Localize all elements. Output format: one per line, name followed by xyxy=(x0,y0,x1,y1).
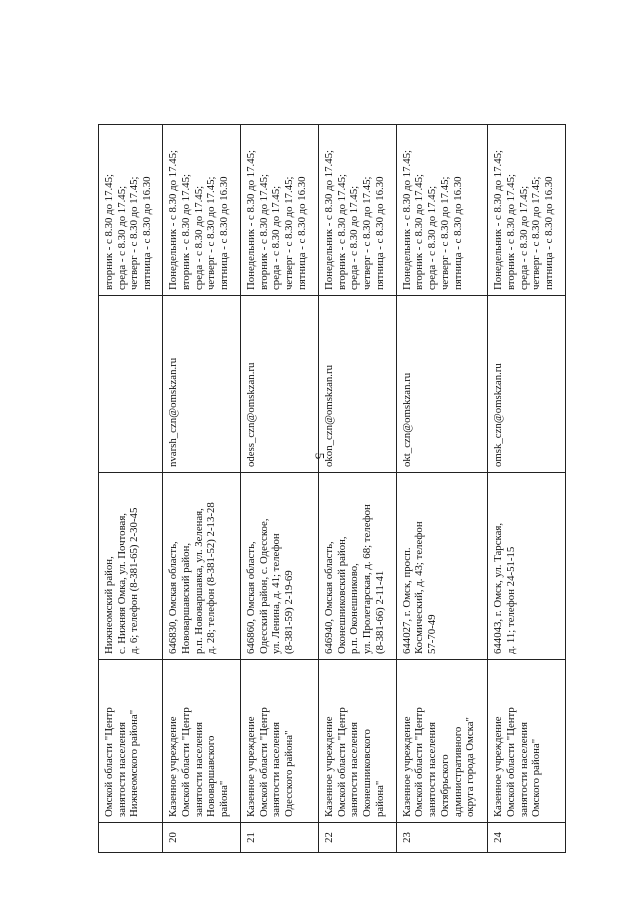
rotated-table-sheet xyxy=(98,125,566,853)
working-hours-cell xyxy=(163,125,241,296)
row-number: 23 xyxy=(396,823,487,853)
institution-name-line: занятости населения xyxy=(270,721,283,817)
institution-name-line: Казенное учреждение xyxy=(245,716,258,817)
address-cell-line: 646830, Омская область, xyxy=(167,541,180,654)
working-hours-cell-line: пятница - с 8.30 до 16.30 xyxy=(218,176,231,290)
address-cell xyxy=(318,473,396,660)
institution-name-line: Омской области "Центр xyxy=(257,707,270,817)
working-hours-cell-line: пятница - с 8.30 до 16.30 xyxy=(373,176,386,290)
table-row xyxy=(241,125,319,853)
institution-name-line: Казенное учреждение xyxy=(167,716,180,817)
page-number: 5 xyxy=(312,452,328,460)
institution-name-line: административного xyxy=(451,726,464,817)
working-hours-cell-line: Понедельник - с 8.30 до 17.45; xyxy=(245,150,258,290)
working-hours-cell-line: среда - с 8.30 до 17.45; xyxy=(115,185,128,290)
working-hours-cell-line: Понедельник - с 8.30 до 17.45; xyxy=(400,150,413,290)
institution-name-line: Омского района" xyxy=(530,738,543,817)
address-cell-line: с. Нижняя Омка, ул. Почтовая, xyxy=(115,513,128,654)
address-cell-line: (8-381-66) 2-11-41 xyxy=(373,570,386,654)
address-cell xyxy=(241,473,319,660)
working-hours-cell-line: пятница - с 8.30 до 16.30 xyxy=(141,176,154,290)
address-cell-line: д. 6; телефон (8-381-65) 2-30-45 xyxy=(128,507,141,654)
email-cell: odess_czn@omskzan.ru xyxy=(241,296,319,473)
working-hours-cell-line: среда - с 8.30 до 17.45; xyxy=(270,185,283,290)
working-hours-cell-line: Понедельник - с 8.30 до 17.45; xyxy=(322,150,335,290)
institution-name-line: Омской области "Центр xyxy=(103,707,115,817)
working-hours-cell-line: среда - с 8.30 до 17.45; xyxy=(348,185,361,290)
institution-name-line: Нижнеомского района" xyxy=(128,709,141,817)
table-row xyxy=(488,125,566,853)
institution-name-line: округа города Омска" xyxy=(464,717,477,817)
address-cell-line: 644027, г. Омск, просп. xyxy=(400,547,413,654)
institution-name xyxy=(241,660,319,823)
working-hours-cell xyxy=(99,125,163,296)
address-cell-line: 644043, г. Омск, ул. Тарская, xyxy=(492,522,505,654)
institution-name-line: района" xyxy=(218,780,231,817)
row-number xyxy=(99,823,163,853)
address-cell-line: Оконешниковский район, xyxy=(335,536,348,654)
institution-name-line: Омской области "Центр xyxy=(335,707,348,817)
institution-name-line: Омской области "Центр xyxy=(413,707,426,817)
address-cell-line: 646860, Омская область, xyxy=(245,541,258,654)
address-cell xyxy=(163,473,241,660)
working-hours-cell-line: пятница - с 8.30 до 16.30 xyxy=(295,176,308,290)
address-cell-line: 57-70-49 xyxy=(426,614,439,654)
working-hours-cell-line: Понедельник - с 8.30 до 17.45; xyxy=(492,150,505,290)
email-cell: okt_czn@omskzan.ru xyxy=(396,296,487,473)
working-hours-cell-line: среда - с 8.30 до 17.45; xyxy=(192,185,205,290)
institution-name-line: Казенное учреждение xyxy=(492,716,505,817)
row-number: 24 xyxy=(488,823,566,853)
working-hours-cell-line: четверг - с 8.30 до 17.45; xyxy=(530,176,543,290)
institution-name xyxy=(396,660,487,823)
working-hours-cell-line: вторник - с 8.30 до 17.45; xyxy=(335,174,348,290)
address-cell xyxy=(488,473,566,660)
address-cell-line: Космический, д. 43; телефон xyxy=(413,521,426,654)
address-cell-line: д. 11; телефон 24-51-15 xyxy=(504,546,517,654)
institution-name xyxy=(488,660,566,823)
row-number: 21 xyxy=(241,823,319,853)
institution-name-line: Казенное учреждение xyxy=(400,716,413,817)
employment-centers-table xyxy=(98,124,566,853)
working-hours-cell-line: четверг - с 8.30 до 17.45; xyxy=(128,176,141,290)
address-cell xyxy=(99,473,163,660)
email-cell: nvarsh_czn@omskzan.ru xyxy=(163,296,241,473)
working-hours-cell-line: вторник - с 8.30 до 17.45; xyxy=(257,174,270,290)
working-hours-cell-line: вторник - с 8.30 до 17.45; xyxy=(179,174,192,290)
table-row xyxy=(396,125,487,853)
institution-name xyxy=(163,660,241,823)
email-cell xyxy=(99,296,163,473)
institution-name xyxy=(318,660,396,823)
institution-name-line: занятости населения xyxy=(348,721,361,817)
institution-name-line: района" xyxy=(373,780,386,817)
institution-name-line: Оконешниковского xyxy=(361,729,374,817)
institution-name-line: занятости населения xyxy=(426,721,439,817)
working-hours-cell-line: пятница - с 8.30 до 16.30 xyxy=(451,176,464,290)
address-cell-line: Нижнеомский район, xyxy=(103,556,115,654)
working-hours-cell xyxy=(318,125,396,296)
institution-name-line: Омской области "Центр xyxy=(179,707,192,817)
email-cell: okon_czn@omskzan.ru xyxy=(318,296,396,473)
working-hours-cell xyxy=(488,125,566,296)
institution-name xyxy=(99,660,163,823)
institution-name-line: занятости населения xyxy=(115,721,128,817)
address-cell-line: р.п. Оконешниково, xyxy=(348,563,361,654)
address-cell-line: р.п. Нововаршавка, ул. Зеленая, xyxy=(192,508,205,654)
working-hours-cell-line: пятница - с 8.30 до 16.30 xyxy=(543,176,556,290)
working-hours-cell-line: вторник - с 8.30 до 17.45; xyxy=(504,174,517,290)
institution-name-line: Одесского района" xyxy=(283,730,296,817)
institution-name-line: Омской области "Центр xyxy=(504,707,517,817)
institution-name-line: занятости населения xyxy=(192,721,205,817)
institution-name-line: Казенное учреждение xyxy=(322,716,335,817)
email-cell: omsk_czn@omskzan.ru xyxy=(488,296,566,473)
table-row xyxy=(99,125,163,853)
working-hours-cell-line: среда - с 8.30 до 17.45; xyxy=(426,185,439,290)
working-hours-cell-line: четверг - с 8.30 до 17.45; xyxy=(361,176,374,290)
working-hours-cell-line: четверг - с 8.30 до 17.45; xyxy=(205,176,218,290)
institution-name-line: Октябрьского xyxy=(438,754,451,817)
address-cell-line: Нововаршавский район, xyxy=(179,542,192,654)
working-hours-cell-line: вторник - с 8.30 до 17.45; xyxy=(413,174,426,290)
working-hours-cell xyxy=(241,125,319,296)
address-cell-line: ул. Пролетарская, д. 68; телефон xyxy=(361,504,374,654)
institution-name-line: занятости населения xyxy=(517,721,530,817)
row-number: 22 xyxy=(318,823,396,853)
row-number: 20 xyxy=(163,823,241,853)
address-cell xyxy=(396,473,487,660)
table-row xyxy=(318,125,396,853)
working-hours-cell-line: вторник - с 8.30 до 17.45; xyxy=(103,174,115,290)
address-cell-line: Одесский район, с. Одесское, xyxy=(257,518,270,654)
table-body xyxy=(99,125,566,853)
working-hours-cell-line: четверг - с 8.30 до 17.45; xyxy=(438,176,451,290)
address-cell-line: д. 28; телефон (8-381-52) 2-13-28 xyxy=(205,502,218,654)
working-hours-cell-line: Понедельник - с 8.30 до 17.45; xyxy=(167,150,180,290)
working-hours-cell xyxy=(396,125,487,296)
address-cell-line: 646940, Омская область, xyxy=(322,541,335,654)
working-hours-cell-line: среда - с 8.30 до 17.45; xyxy=(517,185,530,290)
institution-name-line: Нововаршавского xyxy=(205,735,218,817)
address-cell-line: ул. Ленина, д. 41; телефон xyxy=(270,533,283,654)
table-row xyxy=(163,125,241,853)
address-cell-line: (8-381-59) 2-19-69 xyxy=(283,570,296,654)
working-hours-cell-line: четверг - с 8.30 до 17.45; xyxy=(283,176,296,290)
